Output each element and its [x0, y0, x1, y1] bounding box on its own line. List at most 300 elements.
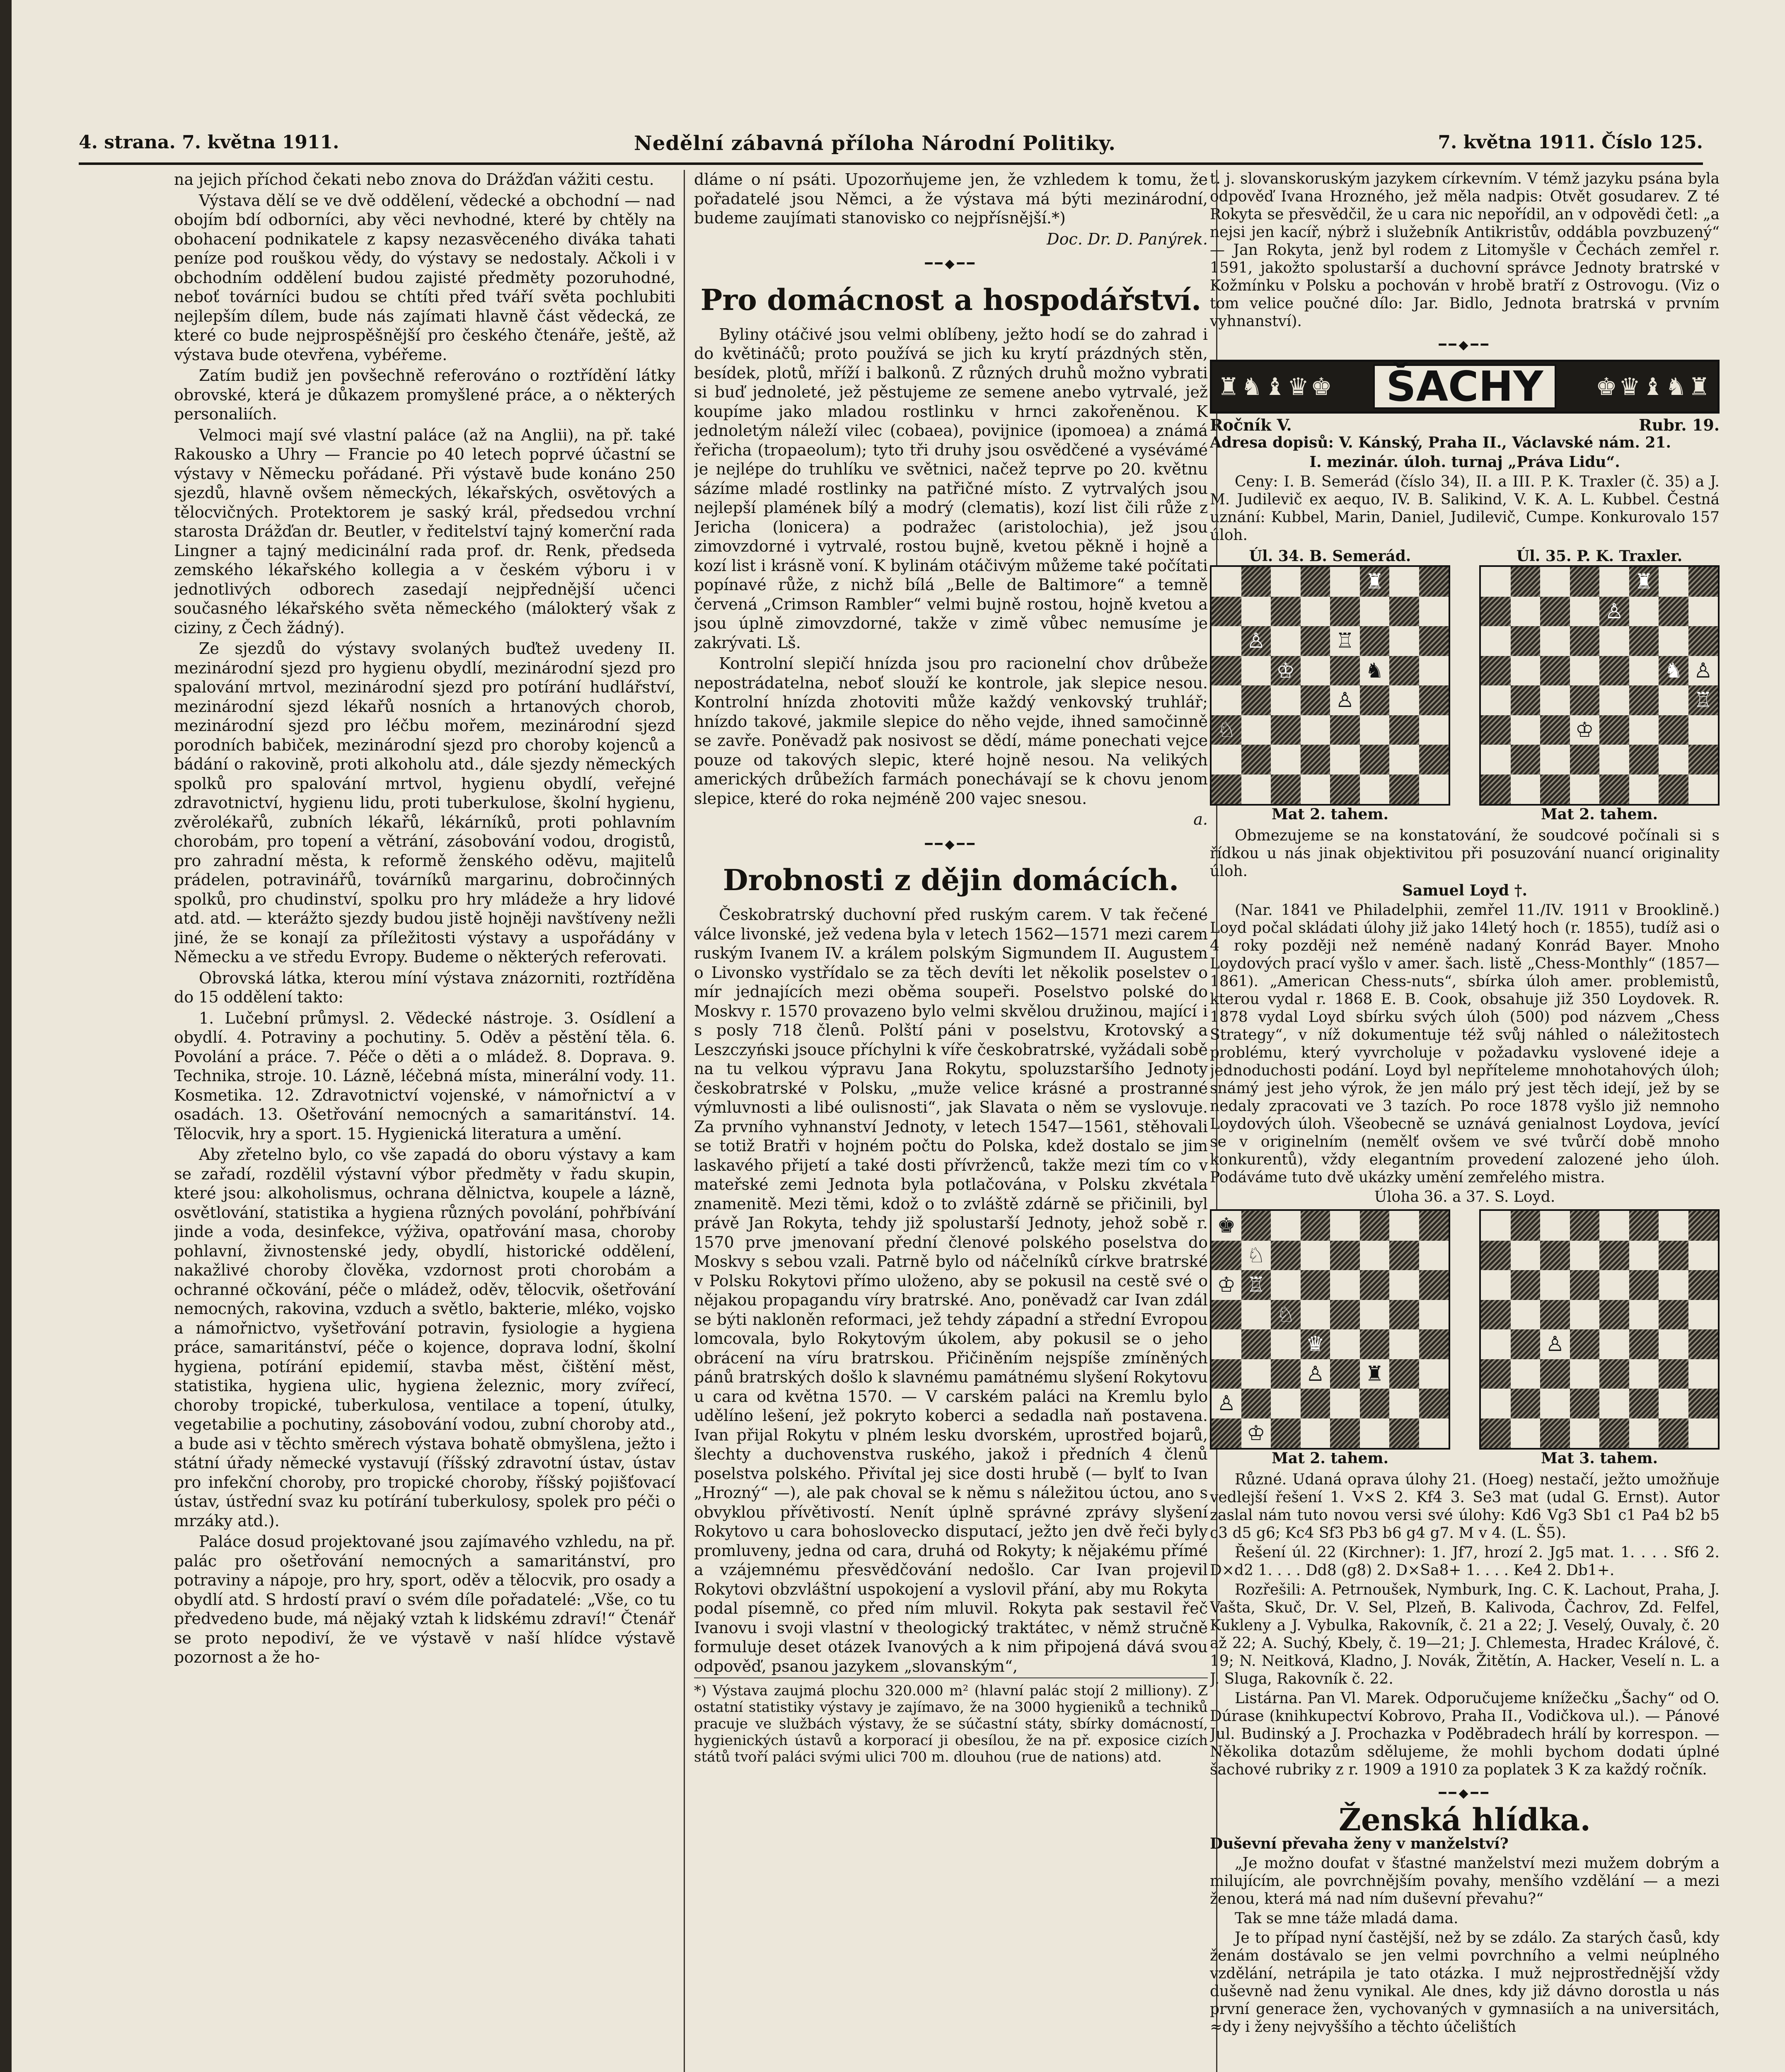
- chess-square: [1599, 775, 1629, 804]
- chess-square: [1511, 656, 1541, 686]
- chess-square: [1481, 1211, 1511, 1241]
- chess-square: [1389, 597, 1419, 627]
- chess-square: [1330, 597, 1360, 627]
- ornament-divider: ━━◆━━: [1439, 338, 1491, 352]
- chess-square: [1389, 1241, 1419, 1271]
- chess-square: [1511, 1241, 1541, 1271]
- chess-square: [1301, 1270, 1330, 1300]
- chess-square: [1570, 715, 1600, 745]
- chess-square: [1659, 1359, 1688, 1389]
- chess-square: [1301, 626, 1330, 656]
- chess-square: [1540, 656, 1570, 686]
- problem-stipulation: Mat 2. tahem.: [1271, 1450, 1389, 1467]
- volume-label: Ročník V.: [1210, 416, 1292, 434]
- chess-square: [1659, 1418, 1688, 1448]
- chess-square: [1330, 626, 1360, 656]
- chess-square: [1419, 1241, 1449, 1271]
- paragraph: Byliny otáčivé jsou velmi oblíbeny, ježto hodí se do zahrad i do květináčů; proto používá se jich ku krytí prázdných stěn, besídek, plotů, mříží i balkonů. Z různých druhů možno vybrati si buď jednoleté, jež pěstujeme ze semene anebo vytrvalé, jež koupíme jako mladou rostlinku v hrnci zakořeněnou. K jednoletým náleží vilec (cobaea), povijnice (ipomoea) a známá řeřicha (tropaeolum); tyto tři druhy jsou osvědčené a vysévámé je nejlépe do truhlíku ve světnici, načež teprve po 20. květnu sázíme mladé rostlinky na patřičné místo. Z vytrvalých jsou nejlepší plamének bílý a modrý (clematis), kozí list čili růže z Jericha (lonicera) a podražec (aristolochia), jež jsou zimovzdorné i vytrvalé, rostou bujně, kvetou pěkně i hojně a kozí list i krásně voní. K bylinám otáčivým můžeme také počítati popínavé růže, z nichž bílá „Belle de Baltimore“ a temně červená „Crimson Rambler“ velmi bujně rostou, hojně kvetou a jsou úplně zimovzdorné, takže v zimě vůbec nemusíme je zakrývati. Lš.: [694, 325, 1208, 652]
- chess-square: [1511, 1389, 1541, 1418]
- paragraph: (Nar. 1841 ve Philadelphii, zemřel 11./IV. 1911 v Brooklině.) Loyd počal skládati úlohy již jako 14letý hoch (r. 1855), tudíž asi o 4 roky později než neméně nadaný Konrád Bayer. Mnoho Loydových prací vyšlo v amer. šach. listě „Chess-Monthly“ (1857—1861). „American Chess-nuts“, sbírka úloh amer. problemistů, kterou vydal r. 1868 E. B. Cook, obsahuje již 350 Loydovek. R. 1878 vydal Loyd sbírku svých úloh (500) pod názvem „Chess Strategy“, v níž dokumentuje též svůj náhled o náležitostech problému, který vyvrcholuje v požadavku vyslovené ideje a jednoduchosti podání. Loyd byl nepříteleme mnohotahových úloh; snámý jest jeho výrok, že jen málo prý jest těch idejí, jež by se nedaly zpracovati ve 3 tazích. Po roce 1878 vyšlo již nemnoho Loydových úloh. Všeobecně se uznává genialnost Loydova, jevící se v originelním (nemělť ovšem ve své tvůrčí době mnoho konkurentů), vždy elegantním provedení zalozené jeho úloh. Podáváme tuto dvě ukázky umění zemřelého mistra.: [1210, 902, 1720, 1186]
- chess-pieces-icon: ♚♛♝♞♜: [1596, 372, 1712, 401]
- paragraph: Obrovská látka, kterou míní výstava znázorniti, roztříděna do 15 oddělení takto:: [174, 968, 675, 1006]
- chess-square: [1688, 1389, 1718, 1418]
- chess-square: [1688, 1241, 1718, 1271]
- paragraph: na jejich příchod čekati nebo znova do Drážďan vážiti cestu.: [174, 170, 654, 189]
- ornament-divider: ━━◆━━: [1439, 1786, 1491, 1801]
- chess-square: [1511, 685, 1541, 715]
- paragraph: Velmoci mají své vlastní paláce (až na Anglii), na př. také Rakousko a Uhry — Francie po 40 letech poprvé účastní se výstavy v Německu pořádané. Při výstavě bude konáno 250 sjezdů, hlavně ovšem německých, lékařských, osvětových a tělocvičných. Protektorem je saský král, předsedou vrchní starosta Drážďan dr. Beutler, v ředitelství tajný komerční rada Lingner a tajný medicinální rada prof. dr. Renk, předseda zemského lékařského kollegia a v českém výboru i v jednotlivých odborech zasedají nejpřednější učenci současného lékařského světa německého (málokterý však z ciziny, z Čech žádný).: [174, 426, 675, 637]
- chess-square: [1360, 1389, 1390, 1418]
- chess-banner: [1210, 360, 1720, 414]
- chess-square: [1481, 1329, 1511, 1359]
- chess-square: [1481, 1418, 1511, 1448]
- chess-square: [1629, 685, 1659, 715]
- chess-square: [1659, 1241, 1688, 1271]
- chess-square: [1301, 1359, 1330, 1389]
- chess-square: [1212, 656, 1241, 686]
- chess-piece-icon: ♙: [1217, 1391, 1236, 1416]
- chess-square: [1511, 1359, 1541, 1389]
- chess-square: [1570, 685, 1600, 715]
- chess-square: [1241, 775, 1271, 804]
- chess-board: [1210, 1209, 1450, 1450]
- paragraph: Tak se mne táže mladá dama.: [1235, 1910, 1458, 1927]
- chess-square: [1389, 685, 1419, 715]
- chess-square: [1360, 1270, 1390, 1300]
- chess-square: [1241, 567, 1271, 597]
- chess-square: [1241, 597, 1271, 627]
- paragraph: Českobratrský duchovní před ruským carem. V tak řečené válce livonské, jež vedena byla v letech 1562—1571 mezi carem ruským Ivanem IV. a králem polským Sigmundem II. Augustem o Livonsko vystřídalo se za těch devíti let několik poselstev o mír jednajících mezi oběma soupeři. Poselstvo polské do Moskvy r. 1570 provazeno bylo velmi skvělou družinou, mající i s posly 718 členů. Polští páni v poselstvu, Krotovský a Leszczyński jsouce příchylni k víře českobratrské, vyžádali sobě na tu velkou výpravu Jana Rokytu, spoluzstaršího Jednoty českobratrské v Polsku, „muže velice krásné a prostranné výmluvnosti a libé oulisnosti“, jak Slavata o něm se vyslovuje. Za prvního vyhnanství Jednoty, v letech 1547—1561, stěhovali se totiž Bratři v hojném počtu do Polska, kdež dostalo se jim laskavého přijetí a také dosti přívrženců, takže mezi tím co v mateřské zemi Jednota byla potlačována, v Polsku zkvétala znamenitě. Mezi těmi, kdož o to zvláště zdárně se přičinili, byl právě Jan Rokyta, tehdy již spolustarší Jednoty, jehož sobě r. 1570 prve jmenovaní přední členové polského poselstva do Moskvy s sebou vzali. Patrně bylo od náčelníků církve bratrské v Polsku Rokytovi přímo uloženo, aby se pokusil na cestě své o nějakou propagandu víry bratrské. Ano, poněvadž car Ivan zdál se býti nakloněn reformaci, jež tehdy západní a střední Evropou lomcovala, bylo Rokytovým úkolem, aby pokusil se o jeho obrácení na víru bratrskou. Přičiněním nejspíše zmíněných pánů bratrských došlo k slavnému památnému slyšení Rokytovu u cara od května 1570. — V carském paláci na Kremlu bylo udělíno lešení, jež pokryto koberci a sedadla naň postavena. Ivan přijal Rokytu v plném lesku dvorském, uprostřed bojarů, šlechty a duchovenstva ruského, jakož i předních 4 členů poselstva polského. Přivítal jej sice dosti hrubě (— bylť to Ivan „Hrozný“ —), ale pak choval se k němu s náležitou úctou, ano s obvyklou přívětivostí. Nenít úplně správné zprávy slyšení Rokytovo u cara bohoslovecko disputací, ježto jen dvě řeči byly promluveny, jedna od cara, druhá od Rokyty; k nějakému přímé a vzájemnému přesvědčování nedošlo. Car Ivan projevil Rokytovi obzvláštní uspokojení a vyslovil přání, aby mu Rokyta podal písemně, co před ním mluvil. Rokyta pak sestavil řeč Ivanovu i svoji vlastní v theologický traktátec, v němž stručně formuluje deset otázek Ivanových a k nim připojená dává svou odpověď, psanou jazykem „slovanským“,: [694, 905, 1208, 1675]
- problem-stipulation: Mat 2. tahem.: [1271, 806, 1389, 823]
- chess-square: [1389, 775, 1419, 804]
- chess-square: [1271, 1329, 1301, 1359]
- chess-piece-icon: ♙: [1335, 688, 1354, 712]
- chess-square: [1330, 775, 1360, 804]
- chess-square: [1301, 1418, 1330, 1448]
- chess-square: [1481, 745, 1511, 775]
- chess-square: [1688, 626, 1718, 656]
- chess-square: [1301, 775, 1330, 804]
- chess-square: [1481, 626, 1511, 656]
- chess-square: [1360, 626, 1390, 656]
- chess-square: [1241, 1211, 1271, 1241]
- footnote: *) Výstava zaujmá plochu 320.000 m² (hlavní palác stojí 2 milliony). Z ostatní statistiky výstavy je zajímavo, že na 3000 hygieniků a techniků pracuje ve službách výstavy, že se súčastní státy, sbírky domácností, hygienických ústavů a korporací ji obesílou, že na př. exposice cizích států tvoří paláci svými ulici 700 m. dlouhou (rue de nations) atd.: [694, 1677, 1208, 1765]
- tournament-title: I. mezinár. úloh. turnaj „Práva Lidu“.: [1309, 453, 1620, 471]
- chess-square: [1688, 1418, 1718, 1448]
- chess-square: [1271, 1359, 1301, 1389]
- chess-piece-icon: ♘: [1246, 1243, 1265, 1267]
- chess-square: [1360, 685, 1390, 715]
- chess-square: [1271, 715, 1301, 745]
- chess-square: [1212, 1241, 1241, 1271]
- chess-square: [1659, 597, 1688, 627]
- chess-square: [1271, 597, 1301, 627]
- chess-square: [1688, 1211, 1718, 1241]
- chess-square: [1688, 567, 1718, 597]
- chess-square: [1511, 1418, 1541, 1448]
- chess-square: [1212, 715, 1241, 745]
- chess-square: [1271, 685, 1301, 715]
- section-title-household: Pro domácnost a hospodářství.: [700, 282, 1202, 317]
- chess-square: [1570, 567, 1600, 597]
- chess-square: [1570, 656, 1600, 686]
- chess-square: [1570, 1300, 1600, 1330]
- chess-square: [1419, 597, 1449, 627]
- chess-square: [1599, 1241, 1629, 1271]
- chess-square: [1570, 1270, 1600, 1300]
- paragraph: Výstava dělí se ve dvě oddělení, vědecké a obchodní — nad obojím bdí odborníci, aby věci nevhodné, které by chtěly na obohacení podnikatele z kapsy nezasvěceného diváka tahati peníze pod rouškou vědy, do výstavy se nedostaly. Ačkoli i v obchodním oddělení budou zajisté předměty pozoruhodné, neboť továrníci budou se chtíti před tváří světa pochlubiti nejlepším dílem, bude nás zajímati hlavně část vědecká, ze které co bude nejprospěšnější pro českého čtenáře, ještě, až výstava bude otevřena, vybéřeme.: [174, 191, 675, 364]
- chess-square: [1301, 1329, 1330, 1359]
- chess-piece-icon: ♖: [1246, 1273, 1265, 1297]
- problem-label: Úl. 34. B. Semerád.: [1249, 547, 1411, 565]
- chess-piece-icon: ♚: [1217, 1213, 1236, 1238]
- chess-square: [1629, 656, 1659, 686]
- chess-square: [1271, 775, 1301, 804]
- chess-piece-icon: ♙: [1246, 629, 1265, 653]
- chess-square: [1389, 1329, 1419, 1359]
- problem-stipulation: Mat 3. tahem.: [1541, 1450, 1658, 1467]
- column-1: [174, 170, 675, 2072]
- chess-square: [1599, 567, 1629, 597]
- chess-square: [1301, 597, 1330, 627]
- chess-piece-icon: ♛: [1306, 1332, 1325, 1356]
- chess-square: [1629, 567, 1659, 597]
- chess-square: [1360, 567, 1390, 597]
- chess-square: [1599, 626, 1629, 656]
- chess-square: [1212, 775, 1241, 804]
- chess-piece-icon: ♘: [1217, 717, 1236, 742]
- chess-square: [1629, 745, 1659, 775]
- chess-square: [1241, 656, 1271, 686]
- chess-square: [1241, 1270, 1271, 1300]
- chess-square: [1540, 626, 1570, 656]
- chess-square: [1599, 1329, 1629, 1359]
- chess-piece-icon: ♙: [1693, 658, 1712, 683]
- chess-square: [1511, 567, 1541, 597]
- chess-square: [1389, 1389, 1419, 1418]
- paragraph: Ze sjezdů do výstavy svolaných buďtež uvedeny II. mezinárodní sjezd pro hygienu obydlí, mezinárodní sjezd pro spalování mrtvol, mezinárodní sjezd pro potírání hudlářství, mezinárodní sjezd lékařů nosních a hrtanových chorob, mezinárodní sjezd pro léčbu mořem, mezinárodní sjezd porodních babiček, mezinárodní sjezd pro choroby kojenců a bádání o rakovině, proti alkoholu atd., dále sjezdy německých spolků pro spalování mrtvol, hygienu obydlí, veřejné zdravotnictví, hygienu lidu, proti tuberkulose, školní hygienu, zvěrolékařů, zubních lékařů, lékárníků, proti pohlavním chorobám, pro topení a větrání, zásobování vodou, drogistů, pro zahradní města, k reformě ženského oděvu, majitelů prádelen, potravinářů, továrníků margarinu, dobročinných spolků, pro chudinství, spolku pro hry mládeže a hry lidové atd. atd. — kterážto sjezdy budou jistě hojněji navštíveny nežli jiné, že se konají za příležitosti výstavy a uspořádány v Německu a ve středu Evropy. Budeme o některých referovati.: [174, 639, 675, 966]
- chess-square: [1360, 1241, 1390, 1271]
- chess-square: [1659, 656, 1688, 686]
- chess-square: [1511, 1270, 1541, 1300]
- header-rule: [79, 162, 1703, 165]
- chess-square: [1599, 1211, 1629, 1241]
- chess-square: [1629, 775, 1659, 804]
- chess-square: [1419, 1329, 1449, 1359]
- problem-stipulation: Mat 2. tahem.: [1541, 806, 1658, 823]
- chess-square: [1419, 745, 1449, 775]
- chess-square: [1212, 1418, 1241, 1448]
- chess-square: [1330, 656, 1360, 686]
- header-left: 4. strana. 7. května 1911.: [79, 132, 339, 153]
- chess-square: [1330, 1270, 1360, 1300]
- chess-square: [1659, 1270, 1688, 1300]
- chess-square: [1570, 1211, 1600, 1241]
- chess-square: [1419, 1359, 1449, 1389]
- chess-piece-icon: ♙: [1546, 1332, 1565, 1356]
- chess-square: [1481, 715, 1511, 745]
- chess-square: [1419, 715, 1449, 745]
- chess-square: [1599, 1389, 1629, 1418]
- chess-square: [1599, 1300, 1629, 1330]
- chess-diagrams-row-2: [1210, 1209, 1720, 1467]
- chess-square: [1389, 1300, 1419, 1330]
- chess-square: [1330, 1418, 1360, 1448]
- chess-square: [1330, 1329, 1360, 1359]
- chess-square: [1212, 1329, 1241, 1359]
- chess-square: [1511, 1211, 1541, 1241]
- chess-square: [1599, 685, 1629, 715]
- chess-square: [1688, 1270, 1718, 1300]
- chess-square: [1540, 597, 1570, 627]
- paragraph: t. j. slovanskoruským jazykem církevním. V témž jazyku psána byla odpověď Ivana Hrozného, jež měla nadpis: Otvět gosudarev. Z té Rokyta se přesvědčil, že u cara nic nepořídil, an v odpovědi četl: „a nejsi jen kacíř, nýbrž i služebník Antikristův, oddábla povzbuzený“ — Jan Rokyta, jenž byl rodem z Litomyšle v Čechách zemřel r. 1591, jakožto spolustarší a duchovní správce Jednoty bratrské v Kožmínku v Polsku a pochován v hrobě bratří z Ostrovogu. (Viz o tom velice poučné dílo: Jar. Bidlo, Jednota bratrská v prvním vyhnanství).: [1210, 170, 1720, 330]
- chess-square: [1629, 1270, 1659, 1300]
- chess-board: [1479, 565, 1720, 806]
- chess-square: [1241, 1241, 1271, 1271]
- chess-square: [1481, 567, 1511, 597]
- chess-square: [1540, 1241, 1570, 1271]
- paragraph: Listárna. Pan Vl. Marek. Odporučujeme knížečku „Šachy“ od O. Dúrase (knihkupectví Kobrovo, Praha II., Vodičkova ul.). — Pánové Jul. Budinský a J. Prochazka v Poděbradech hrálí by korrespon. — Několika dotazům sdělujeme, že mohli bychom dodati úplné šachové rubriky z r. 1909 a 1910 za poplatek 3 K za každý ročník.: [1210, 1690, 1720, 1778]
- chess-square: [1360, 597, 1390, 627]
- chess-square: [1599, 1418, 1629, 1448]
- chess-square: [1511, 1329, 1541, 1359]
- chess-square: [1271, 1418, 1301, 1448]
- chess-square: [1688, 597, 1718, 627]
- problem-label: Úl. 35. P. K. Traxler.: [1516, 547, 1683, 565]
- chess-square: [1511, 745, 1541, 775]
- chess-square: [1481, 685, 1511, 715]
- chess-board: [1479, 1209, 1720, 1450]
- chess-square: [1570, 1418, 1600, 1448]
- chess-piece-icon: ♞: [1664, 658, 1683, 683]
- chess-square: [1599, 745, 1629, 775]
- chess-square: [1511, 775, 1541, 804]
- chess-square: [1481, 1270, 1511, 1300]
- chess-square: [1659, 626, 1688, 656]
- chess-diagrams-row-1: [1210, 547, 1720, 823]
- chess-square: [1659, 775, 1688, 804]
- chess-square: [1271, 626, 1301, 656]
- chess-square: [1360, 1359, 1390, 1389]
- chess-square: [1481, 1389, 1511, 1418]
- chess-square: [1659, 715, 1688, 745]
- chess-square: [1389, 567, 1419, 597]
- chess-square: [1540, 1211, 1570, 1241]
- chess-square: [1629, 1329, 1659, 1359]
- chess-square: [1419, 656, 1449, 686]
- chess-square: [1241, 626, 1271, 656]
- chess-square: [1481, 1359, 1511, 1389]
- chess-square: [1419, 1389, 1449, 1418]
- chess-square: [1271, 1389, 1301, 1418]
- chess-square: [1330, 685, 1360, 715]
- chess-square: [1360, 1418, 1390, 1448]
- chess-square: [1301, 1211, 1330, 1241]
- chess-square: [1419, 1418, 1449, 1448]
- chess-square: [1212, 1211, 1241, 1241]
- chess-square: [1212, 597, 1241, 627]
- chess-problem: [1479, 1209, 1720, 1467]
- ornament-divider: ━━◆━━: [925, 257, 977, 271]
- chess-square: [1301, 656, 1330, 686]
- chess-square: [1241, 1300, 1271, 1330]
- chess-square: [1629, 1389, 1659, 1418]
- chess-square: [1629, 1211, 1659, 1241]
- chess-square: [1419, 1270, 1449, 1300]
- chess-square: [1241, 1418, 1271, 1448]
- chess-square: [1301, 685, 1330, 715]
- chess-square: [1481, 597, 1511, 627]
- chess-square: [1481, 1300, 1511, 1330]
- chess-square: [1629, 1359, 1659, 1389]
- chess-square: [1330, 1211, 1360, 1241]
- chess-square: [1540, 567, 1570, 597]
- paragraph: Zatím budiž jen povšechně referováno o roztřídění látky obrovské, která je důkazem promyšlené práce, a o některých personaliích.: [174, 366, 675, 423]
- chess-title: ŠACHY: [1373, 364, 1557, 409]
- chess-square: [1212, 1300, 1241, 1330]
- chess-square: [1301, 1241, 1330, 1271]
- chess-square: [1301, 1389, 1330, 1418]
- chess-square: [1360, 1300, 1390, 1330]
- chess-square: [1540, 715, 1570, 745]
- chess-square: [1360, 1329, 1390, 1359]
- chess-square: [1360, 1211, 1390, 1241]
- chess-square: [1419, 626, 1449, 656]
- chess-square: [1540, 745, 1570, 775]
- chess-square: [1570, 775, 1600, 804]
- ornament-divider: ━━◆━━: [925, 837, 977, 852]
- paragraph: Řešení úl. 22 (Kirchner): 1. Jf7, hrozí 2. Jg5 mat. 1. . . . Sf6 2. D×d2 1. . . . Dd8 (g8) 2. D×Sa8+ 1. . . . Ke4 2. Db1+.: [1210, 1544, 1720, 1579]
- chess-square: [1570, 1389, 1600, 1418]
- chess-square: [1540, 1329, 1570, 1359]
- chess-square: [1570, 1359, 1600, 1389]
- chess-rubric-line: [1210, 416, 1720, 434]
- chess-square: [1360, 715, 1390, 745]
- chess-square: [1659, 1300, 1688, 1330]
- problem-label: Úloha 36. a 37. S. Loyd.: [1374, 1188, 1555, 1205]
- chess-square: [1389, 626, 1419, 656]
- chess-square: [1688, 1359, 1718, 1389]
- paragraph: dláme o ní psáti. Upozorňujeme jen, že vzhledem k tomu, že pořadatelé jsou Němci, a že výstava má býti mezinárodní, budeme zaujímati stanovisko co nejpřísnější.*): [694, 170, 1208, 227]
- section-title-history: Drobnosti z dějin domácích.: [723, 863, 1179, 897]
- chess-square: [1241, 1359, 1271, 1389]
- chess-square: [1330, 1389, 1360, 1418]
- chess-square: [1688, 715, 1718, 745]
- chess-piece-icon: ♖: [1335, 629, 1354, 653]
- paragraph: Obmezujeme se na konstatování, že soudcové počínali si s řídkou u nás jinak objektivitou při posuzování nuancí originality úloh.: [1210, 827, 1720, 880]
- chess-square: [1419, 1300, 1449, 1330]
- chess-piece-icon: ♙: [1605, 599, 1624, 623]
- chess-square: [1511, 597, 1541, 627]
- paragraph: Různé. Udaná oprava úlohy 21. (Hoeg) nestačí, ježto umožňuje vedlejší řešení 1. V×S 2. Kf4 3. Se3 mat (udal G. Ernst). Autor zaslal nám tuto novou versi své úlohy: Kd6 Vg3 Sb1 c1 Pa4 b2 b5 c3 d5 g6; Kc4 Sf3 Pb3 b6 g4 g7. M v 4. (L. Š5).: [1210, 1471, 1720, 1542]
- chess-square: [1419, 685, 1449, 715]
- chess-square: [1389, 1359, 1419, 1389]
- chess-pieces-icon: ♜♞♝♛♚: [1218, 372, 1334, 401]
- chess-square: [1659, 745, 1688, 775]
- chess-square: [1599, 597, 1629, 627]
- chess-square: [1419, 1211, 1449, 1241]
- chess-square: [1629, 1418, 1659, 1448]
- chess-piece-icon: ♖: [1693, 688, 1712, 712]
- chess-piece-icon: ♘: [1276, 1302, 1295, 1326]
- rubric-label: Rubr. 19.: [1639, 416, 1720, 434]
- chess-square: [1419, 567, 1449, 597]
- chess-square: [1570, 1329, 1600, 1359]
- chess-square: [1570, 626, 1600, 656]
- chess-square: [1481, 775, 1511, 804]
- chess-problem: [1479, 547, 1720, 823]
- header-right: 7. května 1911. Číslo 125.: [1438, 132, 1703, 153]
- chess-problem: [1210, 547, 1450, 823]
- chess-square: [1570, 1241, 1600, 1271]
- chess-square: [1540, 685, 1570, 715]
- paragraph: Kontrolní slepičí hnízda jsou pro racionelní chov drůbeže nepostrádatelna, neboť slouží ke kontrole, jak slepice nesou. Kontrolní hnízda zhotoviti může každý venkovský truhlář; hnízdo takové, jakmile slepice do něho vejde, ihned samočinně se zavře. Poněvadž pak nosivost se dědí, máme ponechati vejce pouze od takových slepic, které hojně nesou. Na velikých amerických drůbežích farmách ponechávají se k chovu jenom slepice, které do roka nejméně 200 vajec snesou.: [694, 654, 1208, 808]
- paragraph: 1. Lučební průmysl. 2. Vědecké nástroje. 3. Osídlení a obydlí. 4. Potraviny a pochutiny. 5. Oděv a pěstění těla. 6. Povolání a práce. 7. Péče o děti a o mládež. 8. Doprava. 9. Technika, stroje. 10. Lázně, léčebná místa, minerální vody. 11. Kosmetika. 12. Zdravotnictví vojenské, v námořnictví a v osadách. 13. Ošetřování nemocných a samaritánství. 14. Tělocvik, hry a sport. 15. Hygienická literatura a umění.: [174, 1009, 675, 1143]
- chess-square: [1511, 715, 1541, 745]
- chess-square: [1330, 715, 1360, 745]
- chess-square: [1688, 656, 1718, 686]
- chess-square: [1599, 1270, 1629, 1300]
- chess-square: [1271, 1270, 1301, 1300]
- chess-square: [1688, 1300, 1718, 1330]
- section-title-women: Ženská hlídka.: [1338, 1802, 1591, 1838]
- chess-square: [1212, 685, 1241, 715]
- signature: a.: [1193, 810, 1208, 828]
- chess-square: [1271, 1241, 1301, 1271]
- chess-square: [1389, 1270, 1419, 1300]
- chess-piece-icon: ♙: [1306, 1361, 1325, 1386]
- chess-square: [1659, 685, 1688, 715]
- chess-square: [1271, 656, 1301, 686]
- chess-square: [1389, 1211, 1419, 1241]
- chess-square: [1419, 775, 1449, 804]
- chess-square: [1688, 685, 1718, 715]
- chess-square: [1241, 715, 1271, 745]
- chess-square: [1540, 1270, 1570, 1300]
- page-header: [79, 132, 1703, 161]
- paragraph: Je to případ nyní častější, než by se zdálo. Za starých časů, kdy ženám dostávalo se jen velmi povrchního a velmi neúplného vzdělání, netrápila je tato otázka. I muž nejprostřednější vždy duševně nad ženu vynikal. Ale dnes, kdy již dávno dorostla u nás první generace žen, vychovaných v gymnasiích a na universitách, ≈dy i ženy nejvyššího a těchto účelištích: [1210, 1929, 1720, 2036]
- chess-board: [1210, 565, 1450, 806]
- chess-square: [1301, 715, 1330, 745]
- chess-square: [1540, 1359, 1570, 1389]
- chess-piece-icon: ♜: [1634, 569, 1653, 594]
- chess-square: [1481, 1241, 1511, 1271]
- chess-piece-icon: ♔: [1575, 717, 1594, 742]
- chess-piece-icon: ♔: [1217, 1273, 1236, 1297]
- chess-square: [1659, 1211, 1688, 1241]
- chess-square: [1330, 1359, 1360, 1389]
- paragraph: Rozřešili: A. Petrnoušek, Nymburk, Ing. C. K. Lachout, Praha, J. Vašta, Skuč, Dr. V. Sel, Plzeň, B. Kalivoda, Čachrov, Zd. Felfel, Kukleny a J. Vybulka, Rakovník, č. 21 a 22; J. Veselý, Ouvaly, č. 20 až 22; A. Suchý, Kbely, č. 19—21; J. Chlemesta, Hradec Králové, č. 19; N. Neitková, Kladno, J. Novák, Žitětín, A. Hacker, Veselí n. L. a J. Sluga, Rakovník č. 22.: [1210, 1581, 1720, 1687]
- chess-piece-icon: ♔: [1276, 658, 1295, 683]
- chess-square: [1301, 745, 1330, 775]
- chess-square: [1688, 775, 1718, 804]
- chess-square: [1212, 1389, 1241, 1418]
- column-separator: [684, 170, 685, 2072]
- chess-square: [1360, 745, 1390, 775]
- chess-address: Adresa dopisů: V. Kánský, Praha II., Václavské nám. 21.: [1210, 434, 1671, 451]
- chess-square: [1212, 567, 1241, 597]
- chess-piece-icon: ♔: [1246, 1421, 1265, 1445]
- chess-square: [1271, 1211, 1301, 1241]
- chess-square: [1570, 745, 1600, 775]
- chess-square: [1301, 567, 1330, 597]
- chess-piece-icon: ♞: [1365, 658, 1384, 683]
- page-scan-edge: [0, 0, 12, 2072]
- chess-square: [1330, 1241, 1360, 1271]
- chess-square: [1659, 1389, 1688, 1418]
- signature: Doc. Dr. D. Panýrek.: [1047, 230, 1208, 248]
- chess-square: [1688, 1329, 1718, 1359]
